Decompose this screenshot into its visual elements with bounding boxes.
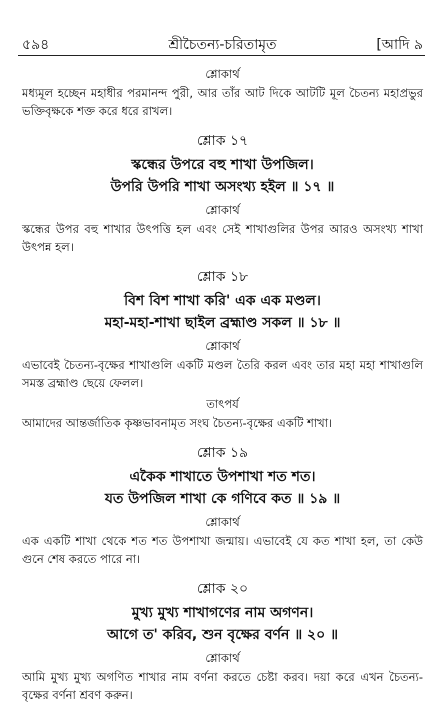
page-number: ৫৯৪ [22, 37, 50, 53]
section-label: তাৎপর্য [206, 397, 239, 411]
paragraph: আমাদের আন্তর্জাতিক কৃষ্ণভাবনামৃত সংঘ চৈতন্য-বৃক্ষের একটি শাখা। [22, 416, 333, 430]
paragraph: এভাবেই চৈতন্য-বৃক্ষের শাখাগুলি একটি মণ্ডল তৈরি করল এবং তার মহা মহা শাখাগুলি সমস্ত ব্রহ্মাণ্ড ছেয়ে ফেলল। [22, 358, 423, 390]
sloka-heading: শ্লোক ১৭ [196, 133, 249, 149]
verse-line: একৈক শাখাতে উপশাখা শত শত। [129, 469, 316, 485]
running-title: শ্রীচৈতন্য-চরিতামৃত [168, 37, 277, 53]
page-content [22, 62, 423, 706]
paragraph: এক একটি শাখা থেকে শত শত উপশাখা জন্মায়। এভাবেই যে কত শাখা হল, তা কেউ গুনে শেষ করতে পারে না। [22, 534, 423, 566]
sloka-heading: শ্লোক ১৮ [196, 269, 249, 285]
page-header [22, 33, 423, 55]
paragraph: মধ্যমূল হচ্ছেন মহাধীর পরমানন্দ পুরী, আর তাঁর আট দিকে আটটি মূল চৈতন্য মহাপ্রভুর ভক্তিবৃক্ষকে শক্ত করে ধরে রাখল। [22, 86, 423, 118]
verse-line: যত উপজিল শাখা কে গণিবে কত ॥ ১৯ ॥ [104, 491, 341, 507]
verse-line: বিশ বিশ শাখা করি' এক এক মণ্ডল। [124, 293, 321, 309]
section-label: শ্লোকার্থ [205, 339, 240, 353]
sloka-heading: শ্লোক ২০ [196, 581, 249, 597]
section-marker: [আদি ৯ [376, 37, 423, 53]
sloka-heading: শ্লোক ১৯ [196, 445, 249, 461]
section-label: শ্লোকার্থ [205, 203, 240, 217]
verse-line: মুখ্য মুখ্য শাখাগণের নাম অগণন। [131, 605, 314, 621]
paragraph: আমি মুখ্য মুখ্য অগণিত শাখার নাম বর্ণনা করতে চেষ্টা করব। দয়া করে এখন চৈতন্য-বৃক্ষের বর্ণনা শ্রবণ করুন। [22, 670, 423, 702]
verse-line: আগে ত' করিব, শুন বৃক্ষের বর্ণন ॥ ২০ ॥ [106, 627, 339, 643]
verse-line: স্কন্ধের উপরে বহু শাখা উপজিল। [131, 157, 314, 173]
verse-line: মহা-মহা-শাখা ছাইল ব্রহ্মাণ্ড সকল ॥ ১৮ ॥ [104, 315, 341, 331]
paragraph: স্কন্ধের উপর বহু শাখার উৎপত্তি হল এবং সেই শাখাগুলির উপর আরও অসংখ্য শাখা উৎপন্ন হল। [22, 222, 423, 254]
verse-line: উপরি উপরি শাখা অসংখ্য হইল ॥ ১৭ ॥ [110, 179, 335, 195]
section-label: শ্লোকার্থ [205, 515, 240, 529]
section-label: শ্লোকার্থ [205, 651, 240, 665]
section-label: শ্লোকার্থ [205, 67, 240, 81]
header-rule [18, 55, 425, 56]
